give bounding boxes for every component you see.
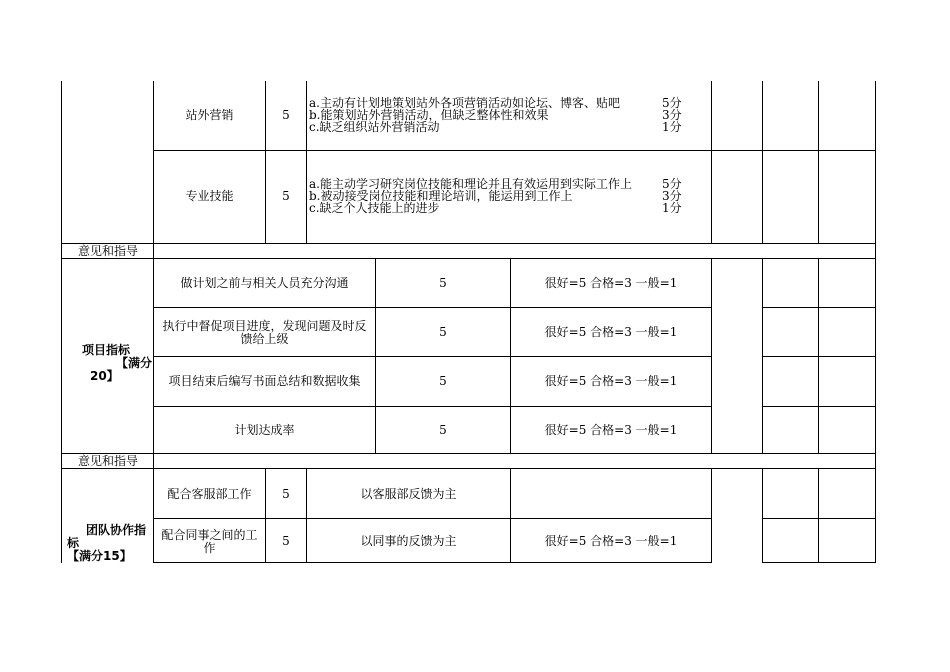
item-score: 5 xyxy=(282,189,290,203)
teamwork-basis: 以同事的反馈为主 xyxy=(360,534,457,548)
teamwork-score: 5 xyxy=(282,534,290,548)
teamwork-item: 作 xyxy=(203,541,216,555)
teamwork-item: 配合客服部工作 xyxy=(167,487,252,501)
project-item: 项目结束后编写书面总结和数据收集 xyxy=(168,374,361,388)
item-name-professional-skills: 专业技能 xyxy=(185,189,234,203)
criteria-line: a.能主动学习研究岗位技能和理论并且有效运用到实际工作上 xyxy=(309,177,632,191)
criteria-line: a.主动有计划地策划站外各项营销活动如论坛、博客、贴吧 xyxy=(309,96,620,110)
category-teamwork-label: 团队协作指 xyxy=(86,523,147,537)
criteria-line: c.缺乏组织站外营销活动 xyxy=(309,120,440,134)
criteria-line: c.缺乏个人技能上的进步 xyxy=(309,201,440,215)
criteria-points: 1分 xyxy=(662,201,682,215)
project-item: 馈给上级 xyxy=(240,332,289,346)
category-teamwork-label: 标 xyxy=(67,536,80,550)
teamwork-standard: 很好=5 合格=3 一般=1 xyxy=(544,534,678,548)
criteria-points: 3分 xyxy=(662,189,682,203)
criteria-points: 5分 xyxy=(662,177,682,191)
project-score: 5 xyxy=(439,276,447,290)
item-name-offsite-marketing: 站外营销 xyxy=(185,108,234,122)
project-item: 做计划之前与相关人员充分沟通 xyxy=(180,276,349,290)
category-project-label: 项目指标 xyxy=(82,343,131,357)
category-project-label: 【满分 xyxy=(116,356,153,370)
teamwork-basis: 以客服部反馈为主 xyxy=(360,487,457,501)
criteria-line: b.被动接受岗位技能和理论培训，能运用到工作上 xyxy=(309,189,573,203)
criteria-points: 5分 xyxy=(662,96,682,110)
criteria-points: 3分 xyxy=(662,108,682,122)
project-standard: 很好=5 合格=3 一般=1 xyxy=(544,423,678,437)
category-teamwork-label: 【满分15】 xyxy=(67,549,132,563)
item-score: 5 xyxy=(282,108,290,122)
teamwork-score: 5 xyxy=(282,487,290,501)
opinion-label: 意见和指导 xyxy=(78,244,139,258)
teamwork-item: 配合同事之间的工 xyxy=(161,528,258,542)
criteria-points: 1分 xyxy=(662,120,682,134)
project-item: 执行中督促项目进度，发现问题及时反 xyxy=(162,319,367,333)
project-score: 5 xyxy=(439,325,447,339)
project-item: 计划达成率 xyxy=(234,423,295,437)
project-standard: 很好=5 合格=3 一般=1 xyxy=(544,325,678,339)
category-project-label: 20】 xyxy=(90,369,119,383)
opinion-label: 意见和指导 xyxy=(78,454,139,468)
project-score: 5 xyxy=(439,423,447,437)
criteria-line: b.能策划站外营销活动，但缺乏整体性和效果 xyxy=(309,108,549,122)
project-standard: 很好=5 合格=3 一般=1 xyxy=(544,276,678,290)
project-standard: 很好=5 合格=3 一般=1 xyxy=(544,374,678,388)
project-score: 5 xyxy=(439,374,447,388)
